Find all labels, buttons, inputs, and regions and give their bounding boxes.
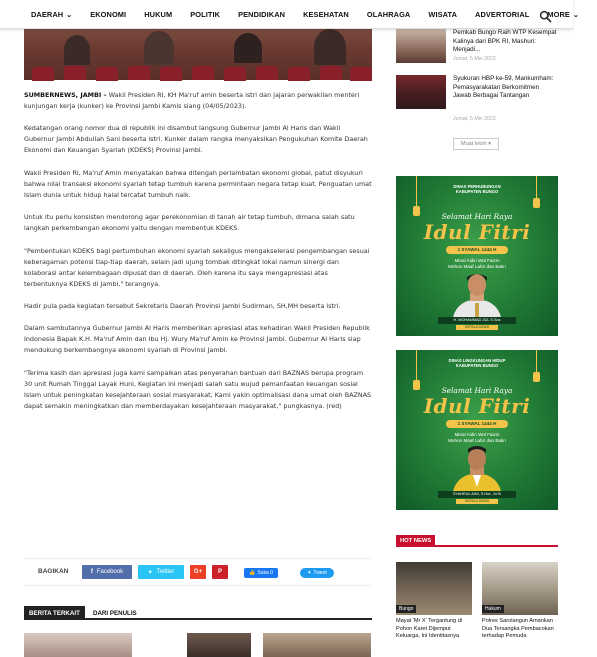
photo-detail <box>224 67 246 81</box>
share-label: BAGIKAN <box>38 568 69 575</box>
tweet-button[interactable] <box>300 568 334 578</box>
related-thumbnail[interactable] <box>187 633 251 657</box>
nav-item-label: OLAHRAGA <box>366 10 411 19</box>
pinterest-icon: P <box>217 569 222 575</box>
tab-dari-penulis[interactable]: DARI PENULIS <box>93 609 137 617</box>
category-badge[interactable]: Bungo <box>396 605 416 613</box>
photo-detail <box>192 66 214 80</box>
article-paragraph: Dalam sambutannya Gubernur Jambi Al Haris memberikan apresiasi atas kehadiran Wakil Presiden Republik Indonesia Bapak K.H. Ma'ruf Amin dan Ibu Hj. Wury Ma'ruf Amin ke Provinsi Jambi. Gubernur Al Haris siap mendukung berkembangnya ekonomi syariah di Provinsi Jambi. <box>24 324 370 355</box>
banner-org: DINAS LINGKUNGAN HIDUP KABUPATEN BUNGO <box>448 358 506 368</box>
nav-item-kesehatan[interactable] <box>303 10 349 19</box>
banner-greeting: Selamat Hari Raya <box>441 386 513 395</box>
banner-title: Idul Fitri <box>423 394 531 418</box>
idul-fitri-banner[interactable] <box>396 176 558 336</box>
article-paragraph: Kedatangan orang nomor dua di republik ini disambut langsung Gubernur Jambi Al Haris dan Wakil Gubernur Jambi Abdullah Sani beserta istri. Kunker dalam rangka menyaksikan Pengukuhan Komite Daerah Ekonomi dan Keuangan Syariah (KDEKS) Provinsi Jambi. <box>24 124 368 155</box>
hot-news-title[interactable]: Polres Sarolangun Amankan Dua Tersangka Pembacokan terhadap Pemuda <box>482 618 554 640</box>
news-title[interactable]: Syukuran HBP ke-59, Mankumham: Pemasyarakatan Berkomitmen Jawab Berbagai Tantangan <box>453 75 554 100</box>
news-thumbnail <box>396 75 446 109</box>
search-icon[interactable] <box>539 8 552 21</box>
nav-item-label: DAERAH <box>31 10 64 19</box>
banner-position: KEPALA DINAS <box>456 499 498 504</box>
article-paragraph: "Terima kasih dan apresiasi juga kami sampaikan atas penyerahan bantuan dari BAZNAS berupa program 30 unit Rumah Tinggal Layak Huni, Kegiatan ini menjadi salah satu wujud pemanfaatan keuangan sosial Islam untuk peningkatan kesejahteraan sosial masyarakat, Kami yakin optimalisasi dana umat oleh BAZNAS dapat semakin meningkatkan dan memberdayakan kesejahteraan masyarakat," pungkasnya. (red) <box>24 368 372 410</box>
article-source: SUMBERNEWS, JAMBI – <box>24 91 107 99</box>
idul-fitri-banner[interactable] <box>396 350 558 510</box>
photo-detail <box>350 67 372 81</box>
article-paragraph: Untuk itu perlu konsisten mendorong agar perekonomian di tanah air tetap tumbuh, dimana salah satu langkah perkembangan ekonomi yaitu dengan membentuk KDEKS. <box>24 213 355 233</box>
nav-menu <box>31 0 597 29</box>
facebook-share-button[interactable] <box>82 565 132 579</box>
news-date: Jumat, 5 Mei 2023 <box>453 116 496 122</box>
tab-berita-terkait[interactable]: BERITA TERKAIT <box>24 606 85 620</box>
photo-detail <box>128 66 150 80</box>
nav-item-label: ADVERTORIAL <box>475 10 530 19</box>
like-count: Suka 0 <box>257 570 273 576</box>
share-bar <box>24 558 372 586</box>
photo-detail <box>320 66 342 80</box>
nav-item-wisata[interactable] <box>428 10 457 19</box>
banner-date: 1 SYAWAL 1444 H <box>446 246 508 254</box>
nav-item-label: MORE <box>547 10 570 19</box>
featured-image <box>24 29 372 80</box>
banner-name: H. MOHAMMAD ZUL S.Sos <box>438 317 516 324</box>
nav-item-ekonomi[interactable] <box>90 10 126 19</box>
tweet-label: Tweet <box>313 570 327 576</box>
lantern-decoration <box>533 372 540 382</box>
nav-item-hukum[interactable] <box>144 10 172 19</box>
article-paragraph: Hadir pula pada kegiatan tersebut Sekretaris Daerah Provinsi Jambi Sudirman, SH,MH beserta istri. <box>24 301 341 310</box>
hot-news-title[interactable]: Mayat 'Mr X' Tergantung di Pohon Karet Dijemput Keluarga, Ini Identitasnya <box>396 618 463 640</box>
nav-item-label: EKONOMI <box>90 10 127 19</box>
chevron-down-icon: ⌄ <box>572 11 579 19</box>
share-button-label: Facebook <box>96 569 124 575</box>
banner-date: 1 SYAWAL 1444 H <box>446 420 508 428</box>
nav-item-pendidikan[interactable] <box>238 10 285 19</box>
load-more-button[interactable]: Muat lebih ▾ <box>453 138 499 150</box>
google-plus-icon: G+ <box>193 569 203 575</box>
twitter-share-button[interactable] <box>138 565 184 579</box>
like-icon: 👍 <box>249 570 256 576</box>
nav-item-label: PENDIDIKAN <box>238 10 286 19</box>
photo-detail <box>288 67 310 81</box>
hot-news-label: HOT NEWS <box>396 535 435 547</box>
banner-org: DINAS PERHUBUNGAN KABUPATEN BUNGO <box>453 184 501 194</box>
banner-title: Idul Fitri <box>423 220 531 244</box>
nav-item-advertorial[interactable] <box>475 10 529 19</box>
sidebar-news-item[interactable] <box>396 75 558 122</box>
article-text: Wakil Presiden RI, KH Ma'ruf amin beserta istri dan jajaran perwakilan menteri kunjungan kerja (kunker) ke Provinsi Jambi Kamis siang (04/05/2023). <box>24 91 360 110</box>
pinterest-share-button[interactable] <box>212 565 228 579</box>
banner-wish: Minal Aidin Wal Faizin Mohon Maaf Lahir dan Batin <box>448 258 506 269</box>
article-body <box>24 90 372 423</box>
nav-item-more[interactable] <box>547 10 579 19</box>
category-badge[interactable]: Hukum <box>482 605 504 613</box>
article-paragraph <box>24 90 372 112</box>
lantern-decoration <box>533 198 540 208</box>
main-navbar <box>0 0 579 29</box>
news-title[interactable]: Pemkab Bungo Raih WTP Kesempat Kalinya dari BPK RI, Mashuri: Menjadi... <box>453 29 557 54</box>
official-portrait <box>446 269 508 323</box>
banner-wish: Minal Aidin Wal Faizin Mohon Maaf Lahir dan Batin <box>448 432 506 443</box>
photo-detail <box>96 67 118 81</box>
photo-detail <box>64 35 90 65</box>
nav-item-label: HUKUM <box>144 10 173 19</box>
nav-item-label: WISATA <box>428 10 458 19</box>
nav-item-label: POLITIK <box>190 10 221 19</box>
related-thumbnail[interactable] <box>24 633 132 657</box>
nav-item-daerah[interactable] <box>31 10 72 19</box>
banner-greeting: Selamat Hari Raya <box>441 212 513 221</box>
related-thumbnails <box>24 633 372 657</box>
google-plus-share-button[interactable] <box>190 565 206 579</box>
related-tabs <box>24 606 372 620</box>
banner-name: SYAHRUL AINI, S.Hut., M.Si <box>438 491 516 498</box>
news-date: Jumat, 5 Mei 2023 <box>453 56 496 62</box>
photo-detail <box>314 29 346 65</box>
sidebar-news-item[interactable] <box>396 29 558 69</box>
related-thumbnail[interactable] <box>263 633 371 657</box>
chevron-down-icon: ⌄ <box>66 11 73 19</box>
facebook-like-button[interactable] <box>244 568 278 578</box>
photo-detail <box>256 66 278 80</box>
hot-news-header <box>396 535 558 547</box>
official-portrait <box>446 443 508 497</box>
article-paragraph: Wakil Presiden RI, Ma'ruf Amin menyatakan bahwa ditengah perlambatan ekonomi global, patut disyukuri bahwa nilai transaksi ekonomi syariah tetap tumbuh karena permintaan negara tetap kuat. Penguatan umat Islam dunia untuk hidup halal tercatat tumbuh naik. <box>24 168 372 199</box>
nav-item-olahraga[interactable] <box>367 10 411 19</box>
twitter-icon: ✦ <box>147 569 153 576</box>
news-thumbnail <box>396 29 446 63</box>
nav-item-politik[interactable] <box>190 10 220 19</box>
photo-detail <box>160 67 182 81</box>
article-paragraph: "Pembentukan KDEKS bagi pertumbuhan ekonomi syariah sekaligus mengakselerasi pengembangan sesuai keberagaman potensi tiap-tiap daerah, selain jadi ujung tombak ditingkat lokal namun sinergi dan kolaborasi antar kelembagaan dipusat dan di daerah. Oleh karena itu saya mengapresiasi atas terbentuknya KDEKS di Jambi," terangnya. <box>24 246 370 288</box>
photo-detail <box>32 67 54 81</box>
nav-item-label: KESEHATAN <box>303 10 349 19</box>
photo-detail <box>234 33 262 63</box>
share-button-label: Twitter <box>156 569 175 575</box>
facebook-icon: f <box>90 569 93 575</box>
photo-detail <box>64 66 86 80</box>
photo-detail <box>144 31 174 65</box>
banner-position: KEPALA DINAS <box>456 325 498 330</box>
twitter-icon: ✦ <box>307 570 312 576</box>
